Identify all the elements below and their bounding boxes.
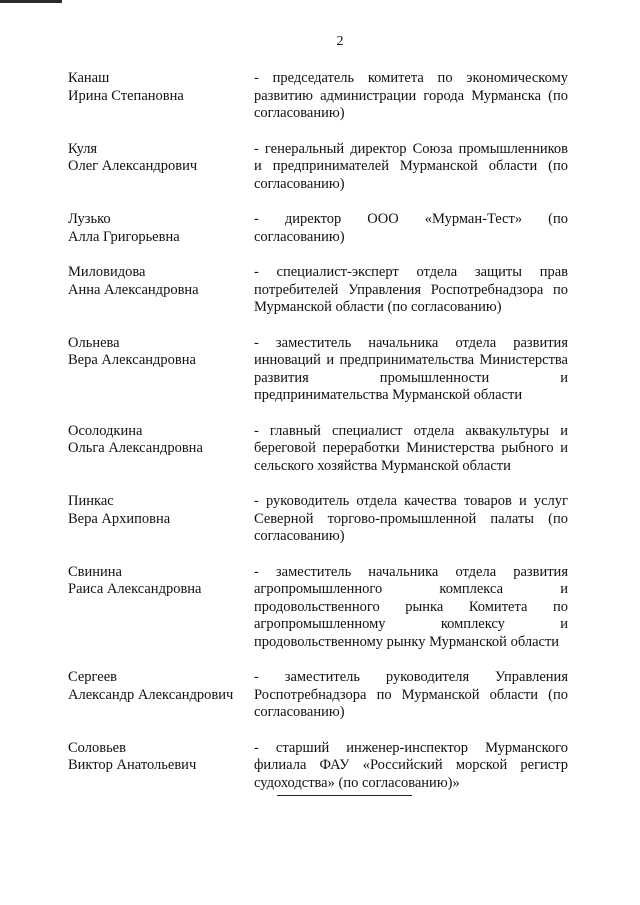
given-names: Раиса Александровна [68, 581, 202, 597]
list-item [68, 211, 568, 246]
given-names: Алла Григорьевна [68, 228, 180, 245]
member-list [68, 70, 568, 810]
list-item [68, 564, 568, 652]
position-description: - главный специалист отдела аквакультуры и береговой переработки Министерства рыбного и сельского хозяйства Мурманской области [254, 422, 568, 474]
position-description: - председатель комитета по экономическому развитию администрации города Мурманска (по согласованию) [254, 70, 568, 121]
position-description: - заместитель начальника отдела развития агропромышленного комплекса и продовольственного рынка Комитета по агропромышленному комплексу и продовольственному рынку Мурманской области [254, 563, 568, 650]
position-description: - специалист-эксперт отдела защиты прав потребителей Управления Роспотребнадзора по Мурманской области (по согласованию) [254, 264, 568, 315]
closing-divider [277, 795, 412, 796]
list-item [68, 423, 568, 476]
given-names: Анна Александровна [68, 281, 199, 298]
person-name [68, 141, 254, 194]
given-names: Вера Архиповна [68, 510, 171, 527]
page-number: 2 [336, 34, 344, 49]
surname: Канаш [68, 70, 110, 86]
position-description: - директор ООО «Мурман-Тест» (по согласованию) [254, 211, 568, 245]
given-names: Александр Александрович [68, 686, 234, 703]
person-name [68, 740, 254, 793]
surname: Сергеев [68, 669, 118, 685]
person-name [68, 564, 254, 652]
person-name [68, 264, 254, 317]
person-name [68, 335, 254, 405]
person-name [68, 70, 254, 123]
person-name [68, 211, 254, 246]
list-item [68, 669, 568, 722]
surname: Ольнева [68, 334, 120, 351]
surname: Лузько [68, 211, 111, 227]
given-names: Вера Александровна [68, 352, 196, 368]
person-name [68, 423, 254, 476]
surname: Соловьев [68, 739, 126, 756]
list-item [68, 493, 568, 546]
surname: Куля [68, 140, 98, 157]
list-item [68, 141, 568, 194]
position-description: - генеральный директор Союза промышленников и предпринимателей Мурманской области (по согласованию) [254, 140, 568, 192]
position-description: - заместитель начальника отдела развития инноваций и предпринимательства Министерства развития промышленности и предпринимательства Мурманской области [254, 334, 568, 403]
surname: Миловидова [68, 264, 146, 280]
given-names: Виктор Анатольевич [68, 757, 197, 773]
position-description: - руководитель отдела качества товаров и услуг Северной торгово-промышленной палаты (по согласованию) [254, 493, 568, 544]
scan-edge-mark [0, 0, 62, 3]
person-name [68, 493, 254, 546]
surname: Пинкас [68, 493, 114, 509]
list-item [68, 740, 568, 793]
list-item [68, 264, 568, 317]
position-description: - старший инженер-инспектор Мурманского филиала ФАУ «Российский морской регистр судоходства» (по согласованию)» [254, 739, 568, 791]
list-item [68, 70, 568, 123]
given-names: Олег Александрович [68, 158, 198, 174]
surname: Свинина [68, 563, 122, 580]
position-description: - заместитель руководителя Управления Роспотребнадзора по Мурманской области (по согласованию) [254, 669, 568, 720]
person-name [68, 669, 254, 722]
surname: Осолодкина [68, 422, 143, 439]
given-names: Ольга Александровна [68, 440, 203, 456]
given-names: Ирина Степановна [68, 87, 184, 104]
list-item [68, 335, 568, 405]
